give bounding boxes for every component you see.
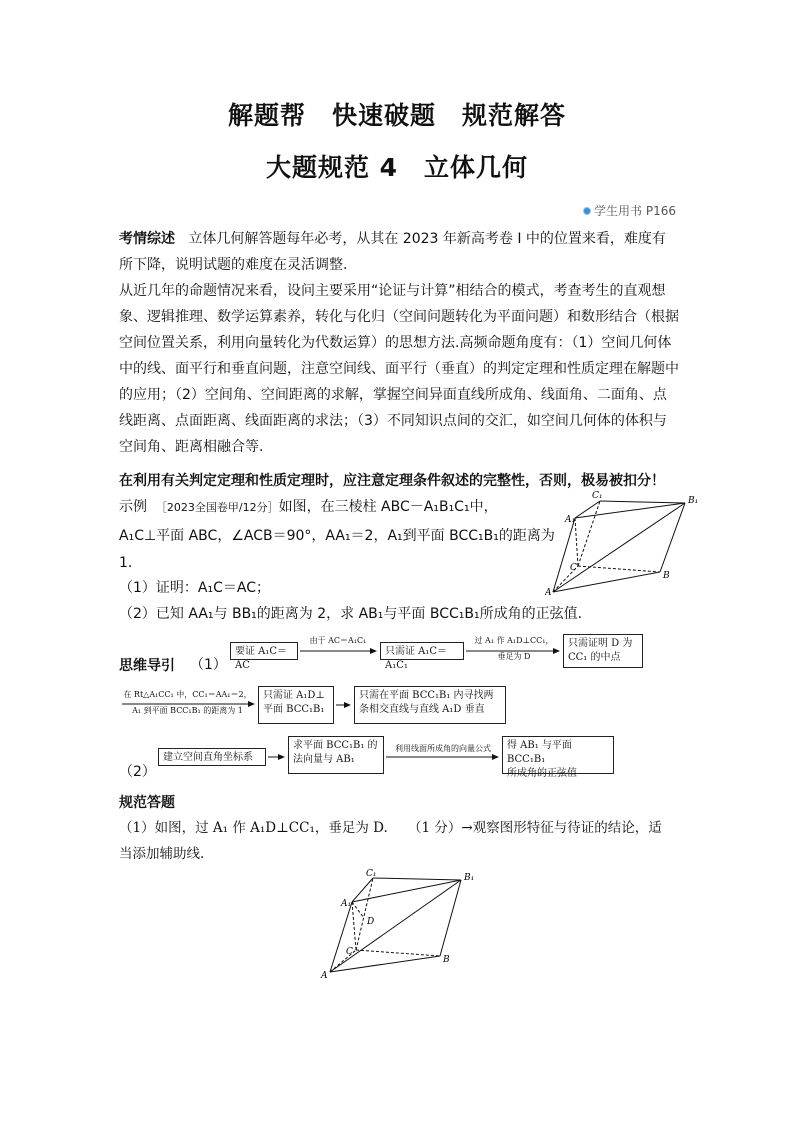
label-A: A (321, 971, 328, 981)
label-A1: A₁ (565, 515, 576, 525)
label-B1: B₁ (688, 496, 699, 506)
solution-line-1: （1）如图，过 A₁ 作 A₁D⊥CC₁，垂足为 D. （1 分）→观察图形特征与待证的结论，适 (119, 820, 662, 836)
flow-arrow-label-3-bottom: A₁ 到平面 BCC₁B₁ 的距离为 1 (132, 706, 243, 715)
book-reference: 学生用书 P166 (583, 202, 676, 219)
flow-arrow-label-2-top: 过 A₁ 作 A₁D⊥CC₁， (474, 636, 554, 645)
label-C1: C₁ (366, 869, 377, 879)
label-C1: C₁ (592, 491, 603, 501)
section-title: 大题规范 4 立体几何 (265, 153, 529, 182)
label-C: C (570, 563, 577, 573)
label-B: B (663, 571, 670, 581)
flow-box-2: 只需证 A₁C＝A₁C₁ (380, 642, 464, 660)
example-line-1: 示例 ［2023全国卷甲/12分］如图，在三棱柱 ABC－A₁B₁C₁中， (119, 499, 498, 515)
page-title: 解题帮 快速破题 规范解答 (227, 101, 566, 130)
question-2: （2）已知 AA₁与 BB₁的距离为 2，求 AB₁与平面 BCC₁B₁所成角的正弦值. (119, 606, 583, 622)
overview-label: 考情综述 (119, 231, 175, 247)
overview-paragraph-2: 从近几年的命题情况来看，设问主要采用“论证与计算”相结合的模式，考查考生的直观想象、逻辑推理、数学运算素养，转化与化归（空间问题转化为平面问题）和数形结合（根据空间位置关系，利用向量转化为代数运算）的思想方法.高频命题角度有：（1）空间几何体中的线、面平行和垂直问题，注意空间线、面平行（垂直）的判定定理和性质定理在解题中的应用；（2）空间角、空间距离的求解，掌握空间异面直线所成角、线面角、二面角、点线距离、点面距离、线面距离的求法；（3）不同知识点间的交汇，如空间几何体的体积与空间角、距离相融合等. (119, 283, 679, 455)
label-C: C (346, 947, 353, 957)
thinking-part-2: （2） (119, 764, 156, 780)
label-A: A (545, 588, 552, 598)
flow-arrow-label-3-top: 在 Rt△A₁CC₁ 中，CC₁＝AA₁＝2， (123, 690, 252, 699)
flow-box-3: 只需证明 D 为 CC₁ 的中点 (563, 634, 643, 668)
solution-label: 规范答题 (119, 795, 175, 811)
flow-box-5: 只需在平面 BCC₁B₁ 内寻找两 条相交直线与直线 A₁D 垂直 (354, 686, 506, 724)
example-line-3: 1. (119, 555, 133, 571)
thinking-part-1: （1） (190, 657, 227, 673)
flow-arrow-label-1: 由于 AC＝A₁C₁ (309, 636, 367, 645)
flow-box-7: 求平面 BCC₁B₁ 的 法向量与 AB₁ (288, 736, 384, 774)
flow-arrow-label-7: 利用线面所成角的向量公式 (395, 744, 491, 753)
label-D: D (367, 917, 375, 927)
question-1: （1）证明：A₁C＝AC； (119, 580, 270, 596)
thinking-guide-label: 思维导引 (119, 658, 175, 674)
solution-line-2: 当添加辅助线. (119, 846, 205, 862)
flow-box-1: 要证 A₁C＝AC (230, 642, 298, 660)
label-B: B (443, 955, 450, 965)
flow-box-4: 只需证 A₁D⊥ 平面 BCC₁B₁ (258, 686, 334, 724)
label-B1: B₁ (464, 873, 475, 883)
flow-box-6: 建立空间直角坐标系 (158, 748, 266, 766)
prism-figure-2 (318, 866, 478, 982)
overview-paragraph-3: 在利用有关判定定理和性质定理时，应注意定理条件叙述的完整性，否则，极易被扣分！ (119, 473, 665, 489)
flow-arrow-label-2-bottom: 垂足为 D (497, 652, 531, 661)
flow-box-8: 得 AB₁ 与平面 BCC₁B₁ 所成角的正弦值 (502, 736, 614, 774)
label-A1: A₁ (341, 899, 352, 909)
overview-paragraph-1: 考情综述 立体几何解答题每年必考，从其在 2023 年新高考卷 I 中的位置来看，难度有所下降，说明试题的难度在灵活调整. (119, 231, 666, 273)
example-line-2: A₁C⊥平面 ABC，∠ACB＝90°，AA₁＝2，A₁到平面 BCC₁B₁的距离为 (119, 528, 555, 544)
